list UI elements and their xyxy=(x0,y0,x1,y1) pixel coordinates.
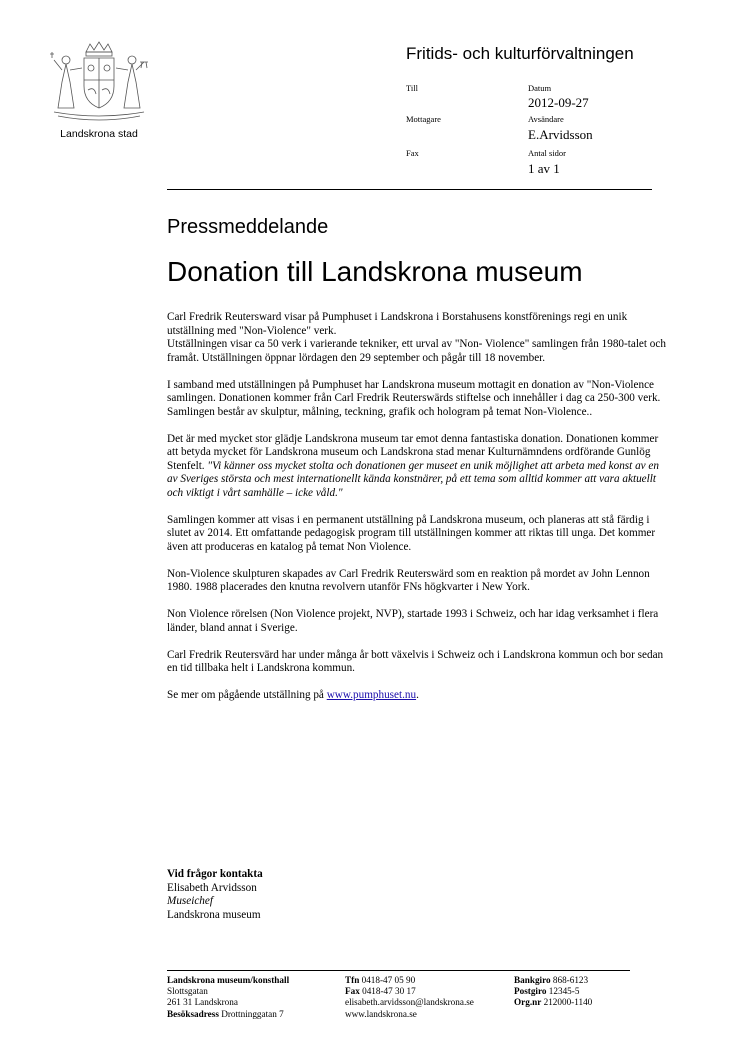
press-body xyxy=(167,311,667,716)
paragraph: Det är med mycket stor glädje Landskrona museum tar emot denna fantastiska donation. Donationen kommer att betyda mycket för Landskrona museum och Landskrona stad menar Kulturnämndens ordförande Gunlög Stenfelt. "Vi känner oss mycket stolta och donationen ger museet en unik möjlighet att arbeta med konst av en av Sveriges största och mest internationellt kända konstnärer, på ett tema som alltid kommer att vara aktuellt och viktigt i vårt samhälle – icke våld." xyxy=(167,432,659,499)
footer-contact: Tfn 0418-47 05 90 Fax 0418-47 30 17 elisabeth.arvidsson@landskrona.se www.landskrona.se xyxy=(345,975,474,1019)
quote: "Vi känner oss mycket stolta och donationen ger museet en unik möjlighet att arbeta med konst av en av Sveriges största och mest internationellt kända konstnärer, på ett tema som alltid kommer att vara aktuellt och viktigt i vårt samhälle – icke våld." xyxy=(167,459,659,499)
footer-finance: Bankgiro 868-6123 Postgiro 12345-5 Org.nr 212000-1140 xyxy=(514,975,593,1008)
fax-label: Fax xyxy=(406,148,419,158)
paragraph: Samlingen kommer att visas i en permanent utställning på Landskrona museum, och planeras att stå färdig i slutet av 2014. Ett omfattande pedagogisk program till utställningen kommer att riktas till unga. Det kommer även att produceras en katalog på temat Non Violence. xyxy=(167,513,656,553)
contact-block xyxy=(167,868,263,922)
contact-org: Landskrona museum xyxy=(167,908,261,921)
date-label: Datum xyxy=(528,83,552,93)
footer-email: elisabeth.arvidsson@landskrona.se xyxy=(345,997,474,1008)
sender-label: Avsändare xyxy=(528,114,564,124)
paragraph: Carl Fredrik Reutersvärd har under många år bott växelvis i Schweiz och i Landskrona kommun och bor sedan en tid tillbaka helt i Landskrona kommun. xyxy=(167,648,664,674)
paragraph: Non-Violence skulpturen skapades av Carl Fredrik Reuterswärd som en reaktion på mordet av John Lennon 1980. 1988 placerades den knutna revolvern utanför FNs högkvarter i New York. xyxy=(167,567,650,593)
to-label: Till xyxy=(406,83,418,93)
paragraph: I samband med utställningen på Pumphuset har Landskrona museum mottagit en donation av "Non-Violence samlingen. Donationen kommer från Carl Fredrik Reuterswärds stiftelse och innehåller i dag ca 250-300 verk. Samlingen består av skulptur, målning, teckning, grafik och hologram på temat Non-Violence.. xyxy=(167,378,661,418)
pumphuset-link[interactable]: www.pumphuset.nu xyxy=(326,689,417,701)
headline: Donation till Landskrona museum xyxy=(167,256,583,287)
contact-title: Museichef xyxy=(167,895,213,907)
footer-divider xyxy=(167,970,630,971)
department-title: Fritids- och kulturförvaltningen xyxy=(406,44,634,63)
pages-value: 1 av 1 xyxy=(528,161,560,176)
pages-label: Antal sidor xyxy=(528,148,567,158)
contact-heading: Vid frågor kontakta xyxy=(167,868,263,880)
recipient-label: Mottagare xyxy=(406,114,441,124)
paragraph: Carl Fredrik Reutersward visar på Pumphuset i Landskrona i Borstahusens konstförenings regi en unik utställning med "Non-Violence" verk. Utställningen visar ca 50 verk i varierande tekniker, ett urval av "Non- Violence" samlingen från 1980-talet och framåt. Utställningen öppnar lördagen den 29 september och pågår till 18 november. xyxy=(167,311,666,364)
paragraph: Se mer om pågående utställning på www.pumphuset.nu. xyxy=(167,689,419,701)
press-release-label: Pressmeddelande xyxy=(167,216,329,238)
paragraph: Non Violence rörelsen (Non Violence projekt, NVP), startade 1993 i Schweiz, och har idag verksamhet i flera länder, bland annat i Sverige. xyxy=(167,608,659,634)
contact-name: Elisabeth Arvidsson xyxy=(167,881,257,894)
footer-address: Landskrona museum/konsthall Slottsgatan 261 31 Landskrona Besöksadress Drottninggatan 7 xyxy=(167,975,290,1019)
coat-of-arms-icon xyxy=(44,38,154,126)
logo-caption: Landskrona stad xyxy=(60,128,138,140)
header-divider xyxy=(167,189,652,190)
landskrona-logo xyxy=(34,38,164,146)
sender-value: E.Arvidsson xyxy=(528,127,593,142)
date-value: 2012-09-27 xyxy=(528,95,589,110)
footer-web: www.landskrona.se xyxy=(345,1008,417,1019)
